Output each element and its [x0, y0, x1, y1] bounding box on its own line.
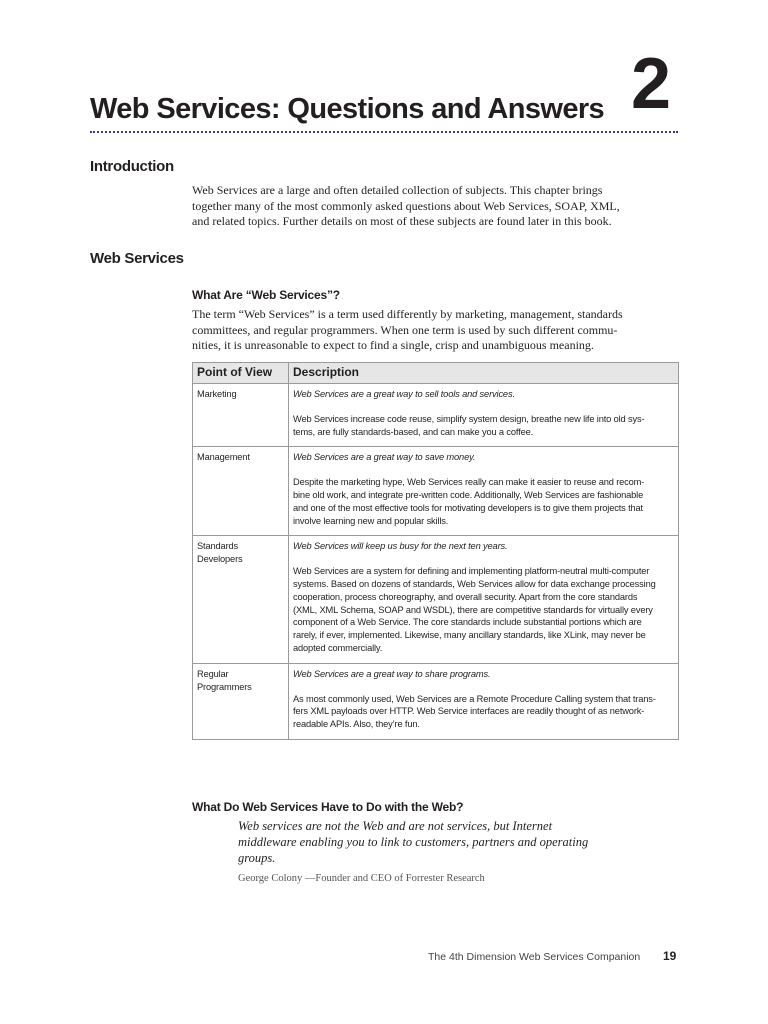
pov-label: Programmers: [197, 681, 252, 692]
description-summary: Web Services are a great way to save money.: [293, 452, 476, 463]
quote-line: middleware enabling you to link to customers, partners and operating: [238, 835, 589, 849]
detail-line: readable APIs. Also, they’re fun.: [293, 719, 420, 730]
detail-line: tems, are fully standards-based, and can make you a coffee.: [293, 426, 534, 437]
description-cell: [289, 384, 679, 447]
paragraph-line: The term “Web Services” is a term used differently by marketing, management, standards: [192, 307, 623, 321]
description-detail: [293, 476, 674, 527]
description-detail: [293, 413, 674, 439]
chapter-number: 2: [631, 44, 672, 124]
paragraph-line: nities, it is unreasonable to expect to find a single, crisp and unambiguous meaning.: [192, 338, 594, 352]
detail-line: and one of the most effective tools for motivating developers is to give them projects that: [293, 502, 643, 513]
detail-line: fers XML payloads over HTTP. Web Service interfaces are readily thought of as network-: [293, 706, 645, 717]
detail-line: cooperation, process choreography, and overall security. Apart from the core standards: [293, 591, 638, 602]
description-cell: [289, 536, 679, 663]
point-of-view-table: [192, 362, 679, 740]
detail-line: As most commonly used, Web Services are a Remote Procedure Calling system that trans-: [293, 693, 656, 704]
title-divider: [90, 131, 678, 133]
pov-label: Developers: [197, 554, 243, 565]
description-summary: Web Services will keep us busy for the next ten years.: [293, 541, 508, 552]
table-row: [193, 447, 679, 536]
pov-label: Management: [197, 452, 250, 463]
table-row: [193, 384, 679, 447]
column-header-point-of-view: Point of View: [193, 363, 289, 384]
chapter-title: Web Services: Questions and Answers: [90, 93, 605, 125]
detail-line: rarely, if ever, implemented. Likewise, many ancillary standards, like XLink, may never be: [293, 630, 646, 641]
what-are-paragraph: [192, 307, 678, 354]
detail-line: involve learning new and popular skills.: [293, 515, 449, 526]
introduction-paragraph: [192, 183, 678, 230]
detail-line: adopted commercially.: [293, 642, 383, 653]
description-cell: [289, 447, 679, 536]
paragraph-line: Web Services are a large and often detailed collection of subjects. This chapter brings: [192, 183, 603, 197]
detail-line: Despite the marketing hype, Web Services really can make it easier to reuse and recom-: [293, 477, 645, 488]
point-of-view-cell: [193, 384, 289, 447]
pov-label: Standards: [197, 541, 239, 552]
detail-line: (XML, XML Schema, SOAP and WSDL), there are competitive standards for virtually every: [293, 604, 653, 615]
pov-label: Regular: [197, 668, 229, 679]
quote-line: groups.: [238, 851, 276, 865]
detail-line: Web Services increase code reuse, simplify system design, breathe new life into old sys-: [293, 413, 645, 424]
table-header-row: [193, 363, 679, 384]
description-summary: Web Services are a great way to share programs.: [293, 668, 491, 679]
column-header-description: Description: [289, 363, 679, 384]
pov-label: Marketing: [197, 389, 237, 399]
description-detail: [293, 693, 674, 731]
section-heading-web-services: Web Services: [90, 250, 184, 267]
point-of-view-cell: [193, 536, 289, 663]
paragraph-line: together many of the most commonly asked questions about Web Services, SOAP, XML,: [192, 198, 620, 213]
table-row: [193, 663, 679, 739]
footer-book-title: The 4th Dimension Web Services Companion: [428, 951, 641, 963]
detail-line: Web Services are a system for defining and implementing platform-neutral multi-computer: [293, 566, 650, 577]
quote-attribution: George Colony —Founder and CEO of Forrester Research: [238, 873, 485, 884]
description-summary: Web Services are a great way to sell tools and services.: [293, 389, 515, 399]
description-detail: [293, 565, 674, 655]
description-cell: [289, 663, 679, 739]
paragraph-line: committees, and regular programmers. When one term is used by such different commu-: [192, 322, 618, 337]
section-heading-introduction: Introduction: [90, 158, 174, 175]
quote-line: Web services are not the Web and are not services, but Internet: [238, 819, 553, 833]
detail-line: component of a Web Service. The core standards include substantial portions which are: [293, 617, 642, 628]
point-of-view-cell: [193, 447, 289, 536]
page-number: 19: [663, 949, 677, 963]
detail-line: systems. Based on dozens of standards, Web Services allow for data exchange processing: [293, 578, 656, 589]
subheading-what-are-web-services: What Are “Web Services”?: [192, 288, 340, 302]
block-quote: [238, 818, 638, 866]
subheading-web-services-and-the-web: What Do Web Services Have to Do with the Web?: [192, 800, 464, 814]
detail-line: bine old work, and integrate pre-written code. Additionally, Web Services are fashionable: [293, 489, 644, 500]
point-of-view-cell: [193, 663, 289, 739]
table-row: [193, 536, 679, 663]
paragraph-line: and related topics. Further details on most of these subjects are found later in this book.: [192, 214, 612, 228]
